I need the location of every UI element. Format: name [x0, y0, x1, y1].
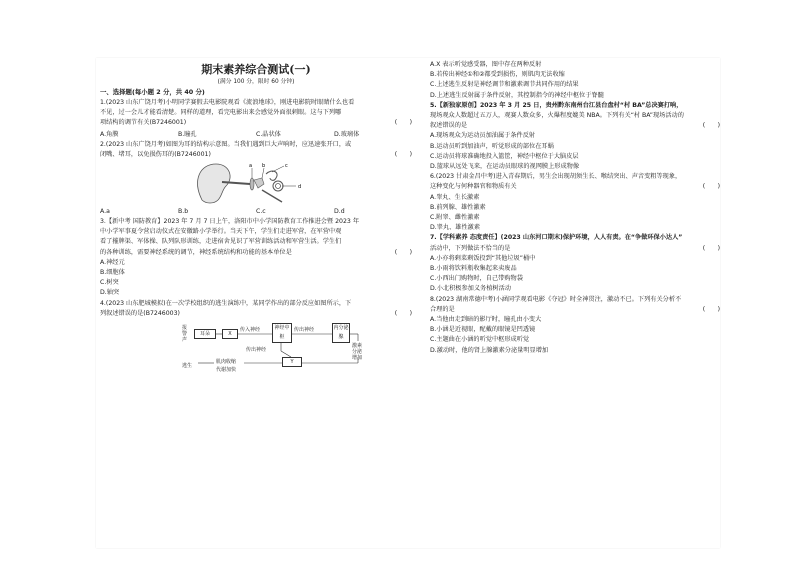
q8-option: A.当他由走到暗的影厅时，瞳孔由小变大 — [430, 316, 542, 324]
q6-option: A.睾丸、生长激素 — [430, 193, 480, 201]
q5-option: B.运动员听到加油声，听觉形成的部位在耳蜗 — [430, 142, 554, 150]
question-5 — [430, 101, 720, 172]
question-2 — [100, 140, 412, 217]
q8-answer-paren: ( ) — [702, 305, 720, 313]
q4-line — [100, 309, 412, 319]
hormone-text: 激素分泌增加 — [352, 343, 363, 362]
q3-line: 3.【新中考 国防教育】2023 年 7 月 7 日上午，洛阳市中小学国防教育工作推进会暨 2023 年 — [100, 218, 360, 226]
q1-option: C.晶状体 — [256, 130, 281, 138]
q3-line: 中小学军事夏令营启动仪式在安徽路小学举行。当天下午，学生们走进军营，在军营中观 — [100, 228, 342, 236]
ear-label: b — [262, 163, 266, 170]
q7-line-text: 活动中，下列做法不恰当的是 — [430, 244, 511, 252]
q4-option: D.上述逃生反射属于条件反射，其控制指令的神经中枢位于脊髓 — [430, 91, 604, 99]
flow-arrows — [182, 321, 412, 379]
q2-option: D.d — [334, 208, 345, 216]
question-8 — [430, 295, 720, 356]
q2-line-text: 闭嘴、堵耳，以免损伤耳的(B7246001) — [100, 150, 211, 158]
afferent-text: 传入神经 — [240, 327, 261, 334]
q4-option: C.上述逃生反射是神经调节和激素调节共同作用的结果 — [430, 81, 579, 89]
section-heading: 一、选择题(每小题 2 分，共 40 分) — [100, 88, 205, 96]
q4-line: 4.(2023 山东肥城模拟)在一次学校组织的逃生演练中，某同学作出的部分反应如图所示，下 — [100, 299, 352, 307]
reflex-flow-figure — [182, 321, 412, 379]
ear-structure-figure — [192, 160, 322, 206]
q4-option: B.若传出神经①和②都受到损伤，则肌肉无法收缩 — [430, 71, 565, 79]
q5-option: A.现场观众为运动员加油属于条件反射 — [430, 132, 536, 140]
alarm-text: 报警声 — [182, 325, 188, 344]
ear-label: c — [285, 163, 288, 170]
left-column — [100, 58, 412, 381]
q7-option: A.小亦将剩菜剩饭投到“其他垃圾”桶中 — [430, 254, 536, 262]
q6-answer-paren: ( ) — [702, 183, 720, 191]
question-1 — [100, 98, 412, 140]
q5-line — [430, 121, 720, 131]
center-box: 神经中枢 — [272, 323, 292, 343]
q6-line: 6.(2023 甘肃金昌中考)进入青春期后，男生会出现胡须生长、喉结突出、声音变粗等现象， — [430, 173, 682, 181]
question-7 — [430, 233, 720, 294]
q4-answer-paren: ( ) — [394, 309, 412, 317]
document-page — [96, 58, 720, 548]
q8-line — [430, 305, 720, 315]
q7-line: 7.【学科素养 态度责任】(2023 山东河口期末)保护环境，人人有责。在“争做环保小达人” — [430, 234, 683, 242]
q5-option: D.篮球从远处飞来，在运动员眼球的视网膜上形成物像 — [430, 163, 580, 171]
q1-line: 1.(2023 山东广饶月考)小明同学赛假去电影院观看《流浪地球》，刚进电影院时眼睛什么也看 — [100, 99, 355, 106]
q5-option: C.运动员将球准确地投入篮筐，神经中枢位于大脑皮层 — [430, 152, 579, 160]
q4-option: A.X 表示听觉感受器，图中存在两种反射 — [430, 61, 542, 68]
exam-subtitle: (满分 100 分，限时 60 分钟) — [217, 79, 295, 85]
q5-answer-paren: ( ) — [702, 122, 720, 130]
q3-answer-paren: ( ) — [394, 248, 412, 256]
q1-line-text: 项结构的调节有关(B7246001) — [100, 119, 187, 127]
q7-option: B.小雨将饮料瓶收集起来卖废品 — [430, 265, 517, 273]
q7-line — [430, 244, 720, 254]
q6-option: B.前列腺、雄性激素 — [430, 203, 486, 211]
q7-option: D.小北积极参加义务植树活动 — [430, 285, 511, 293]
gland-box: 内分泌腺 — [332, 323, 350, 343]
q8-line: 8.(2023 湖南常德中考)小涵同学观看电影《夺冠》时全神贯注，激动不已。下列有关分析不 — [430, 295, 682, 303]
q1-option: D.玻璃体 — [334, 130, 360, 138]
leader-line — [272, 166, 284, 172]
q1-answer-paren: ( ) — [394, 119, 412, 127]
q8-option: D.激动时，他的肾上腺激素分泌量明显增加 — [430, 346, 549, 354]
efferent2-text: 传出神经 — [246, 347, 267, 354]
ear-label: d — [298, 184, 302, 191]
q8-line-text: 合理的是 — [430, 305, 455, 313]
q5-line: 5.【新独家原创】2023 年 3 月 25 日，贵州黔东南州台江县台盘村“村 BA”总决赛打响， — [430, 101, 683, 109]
q5-line-text: 叙述错误的是 — [430, 122, 468, 130]
ear-box: 耳朵 — [194, 329, 216, 339]
q2-line: 2.(2023 山东广饶月考)如图为耳的结构示意图。当我们遇到巨大声响时，应迅速张开口，或 — [100, 140, 352, 148]
q6-option: C.附睾、雌性激素 — [430, 214, 480, 222]
q6-line — [430, 182, 720, 192]
q1-option: B.瞳孔 — [178, 130, 197, 138]
q1-option: A.角膜 — [100, 130, 119, 138]
q2-option: C.c — [256, 208, 266, 216]
q2-line — [100, 150, 412, 160]
q3-line-text: 的各种训练，需要神经系统的调节，神经系统结构和功能的基本单位是 — [100, 248, 292, 256]
q1-line: 不见，过一会儿才能看清楚。同样的道理，看完电影出来会感觉外面很刺眼。这与下列哪 — [100, 109, 342, 117]
question-6 — [430, 172, 720, 233]
q1-line — [100, 118, 412, 128]
q3-option: A.神经元 — [100, 258, 125, 266]
q8-option: B.小涵是近视眼，配戴的眼镜是凹透镜 — [430, 326, 536, 334]
y-box: Y — [282, 357, 302, 367]
efferent-text: 传出神经 — [294, 327, 315, 334]
question-4 — [100, 299, 412, 379]
q3-option: B.细胞体 — [100, 269, 125, 277]
effector-text: 肌肉收缩 — [216, 359, 237, 366]
q3-option: D.轴突 — [100, 289, 120, 297]
escape-text: 逃生 — [182, 363, 193, 370]
leader-line — [262, 168, 264, 178]
q6-option: D.睾丸、雄性激素 — [430, 224, 481, 232]
q7-option: C.小西出门购物时，自己带购物袋 — [430, 275, 523, 283]
question-3 — [100, 217, 412, 299]
q3-option: C.树突 — [100, 279, 119, 287]
x-box: X — [222, 329, 238, 339]
q7-answer-paren: ( ) — [702, 244, 720, 252]
q2-option: A.a — [100, 208, 110, 216]
q3-line: 看了摧牌渠、军体操、队列队形训练，走进宿舍见识了军营训练活动和军营生活。学生们 — [100, 238, 342, 246]
q5-line: 现场观众人数超过五万人，观赛人数众多，火爆程度媲美 NBA。下列有关“村 BA”现场活动的 — [430, 112, 684, 120]
q3-line — [100, 248, 412, 258]
exam-title: 期末素养综合测试(一) — [201, 63, 311, 76]
metabolism-text: 代谢加快 — [216, 367, 237, 374]
q2-option: B.b — [178, 208, 189, 216]
q8-option: C.主题曲在小涵的听觉中枢形成听觉 — [430, 336, 530, 344]
q2-answer-paren: ( ) — [394, 150, 412, 158]
right-column — [430, 60, 720, 356]
q6-line-text: 这种变化与何种器官和物质有关 — [430, 183, 517, 191]
q4-line-text: 列叙述错误的是(B7246003) — [100, 309, 180, 317]
ear-diagram — [192, 160, 322, 206]
ear-label: a — [249, 163, 253, 170]
q2-options — [100, 206, 412, 217]
q1-options — [100, 129, 412, 140]
